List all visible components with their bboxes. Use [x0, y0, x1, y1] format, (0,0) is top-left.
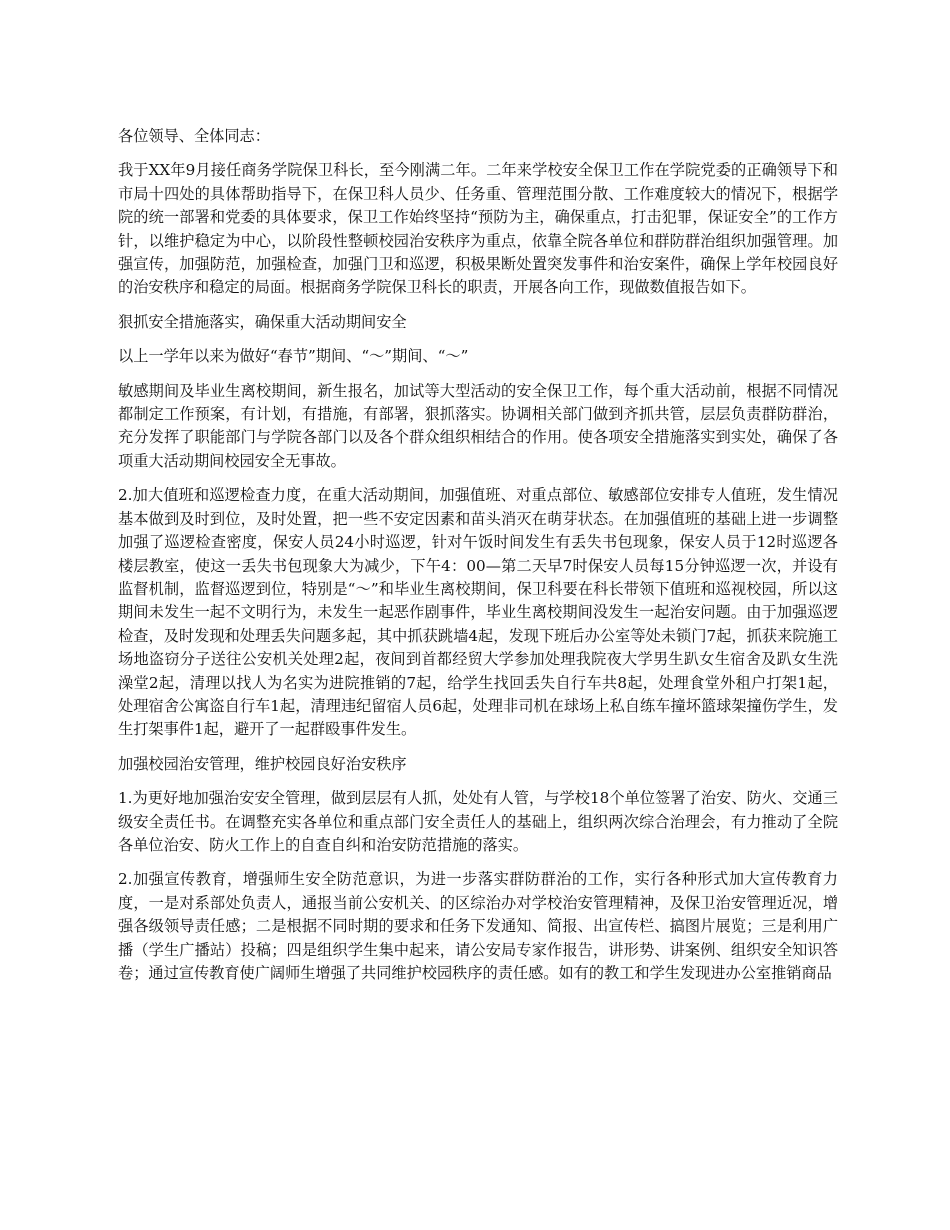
body-paragraph: 敏感期间及毕业生离校期间，新生报名，加试等大型活动的安全保卫工作，每个重大活动前，根据不同情况都制定工作预案，有计划，有措施，有部署，狠抓落实。协调相关部门做到齐抓共管，层层负责群防群治，充分发挥了职能部门与学院各部门以及各个群众组织相结合的作用。使各项安全措施落实到实处，确保了各项重大活动期间校园安全无事故。 [118, 381, 838, 470]
body-paragraph: 2.加强宣传教育，增强师生安全防范意识，为进一步落实群防群治的工作，实行各种形式加大宣传教育力度，一是对系部处负责人，通报当前公安机关、的区综治办对学校治安管理精神，及保卫治安管理近况，增强各级领导责任感；二是根据不同时期的要求和任务下发通知、简报、出宣传栏、搞图片展览；三是利用广播（学生广播站）投稿；四是组织学生集中起来，请公安局专家作报告，讲形势、讲案例、组织安全知识答卷；通过宣传教育使广阔师生增强了共同维护校园秩序的责任感。如有的教工和学生发现进办公室推销商品 [118, 870, 838, 982]
body-paragraph: 2.加大值班和巡逻检查力度，在重大活动期间，加强值班、对重点部位、敏感部位安排专人值班，发生情况基本做到及时到位，及时处置，把一些不安定因素和苗头消灭在萌芽状态。在加强值班的基础上进一步调整加强了巡逻检查密度，保安人员24小时巡逻，针对午饭时间发生有丢失书包现象，保安人员于12时巡逻各楼层教室，使这一丢失书包现象大为减少，下午4：00—第二天早7时保安人员每15分钟巡逻一次，并设有监督机制，监督巡逻到位，特别是“～”和毕业生离校期间，保卫科要在科长带领下值班和巡视校园，所以这期间未发生一起不文明行为，未发生一起恶作剧事件，毕业生离校期间没发生一起治安问题。由于加强巡逻检查，及时发现和处理丢失问题多起，其中抓获跳墙4起，发现下班后办公室等处未锁门7起，抓获来院施工场地盗窃分子送往公安机关处理2起，夜间到首都经贸大学参加处理我院夜大学男生趴女生宿舍及趴女生洗澡堂2起，清理以找人为名实为进院推销的7起，给学生找回丢失自行车共8起，处理食堂外租户打架1起，处理宿舍公寓盗自行车1起，清理违纪留宿人员6起，处理非司机在球场上私自练车撞坏篮球架撞伤学生，发生打架事件1起，避开了一起群殴事件发生。 [118, 486, 838, 739]
intro-paragraph: 我于XX年9月接任商务学院保卫科长，至今刚满二年。二年来学校安全保卫工作在学院党委的正确领导下和市局十四处的具体帮助指导下，在保卫科人员少、任务重、管理范围分散、工作难度较大的情况下，根据学院的统一部署和党委的具体要求，保卫工作始终坚持“预防为主，确保重点，打击犯罪，保证安全”的工作方针，以维护稳定为中心，以阶段性整顿校园治安秩序为重点，依靠全院各单位和群防群治组织加强管理。加强宣传，加强防范，加强检查，加强门卫和巡逻，积极果断处置突发事件和治安案件，确保上学年校园良好的治安秩序和稳定的局面。根据商务学院保卫科长的职责，开展各向工作，现做数值报告如下。 [118, 161, 838, 297]
body-paragraph: 以上一学年以来为做好“春节”期间、“～”期间、“～” [118, 347, 469, 366]
salutation: 各位领导、全体同志： [118, 127, 270, 145]
document-body [118, 125, 838, 996]
section-heading-campus-order: 加强校园治安管理，维护校园良好治安秩序 [118, 754, 407, 773]
body-paragraph: 1.为更好地加强治安安全管理，做到层层有人抓，处处有人管，与学校18个单位签署了治安、防火、交通三级安全责任书。在调整充实各单位和重点部门安全责任人的基础上，组织两次综合治理会，有力推动了全院各单位治安、防火工作上的自查自纠和治安防范措施的落实。 [118, 789, 838, 854]
section-heading-safety-measures: 狠抓安全措施落实，确保重大活动期间安全 [118, 312, 407, 331]
